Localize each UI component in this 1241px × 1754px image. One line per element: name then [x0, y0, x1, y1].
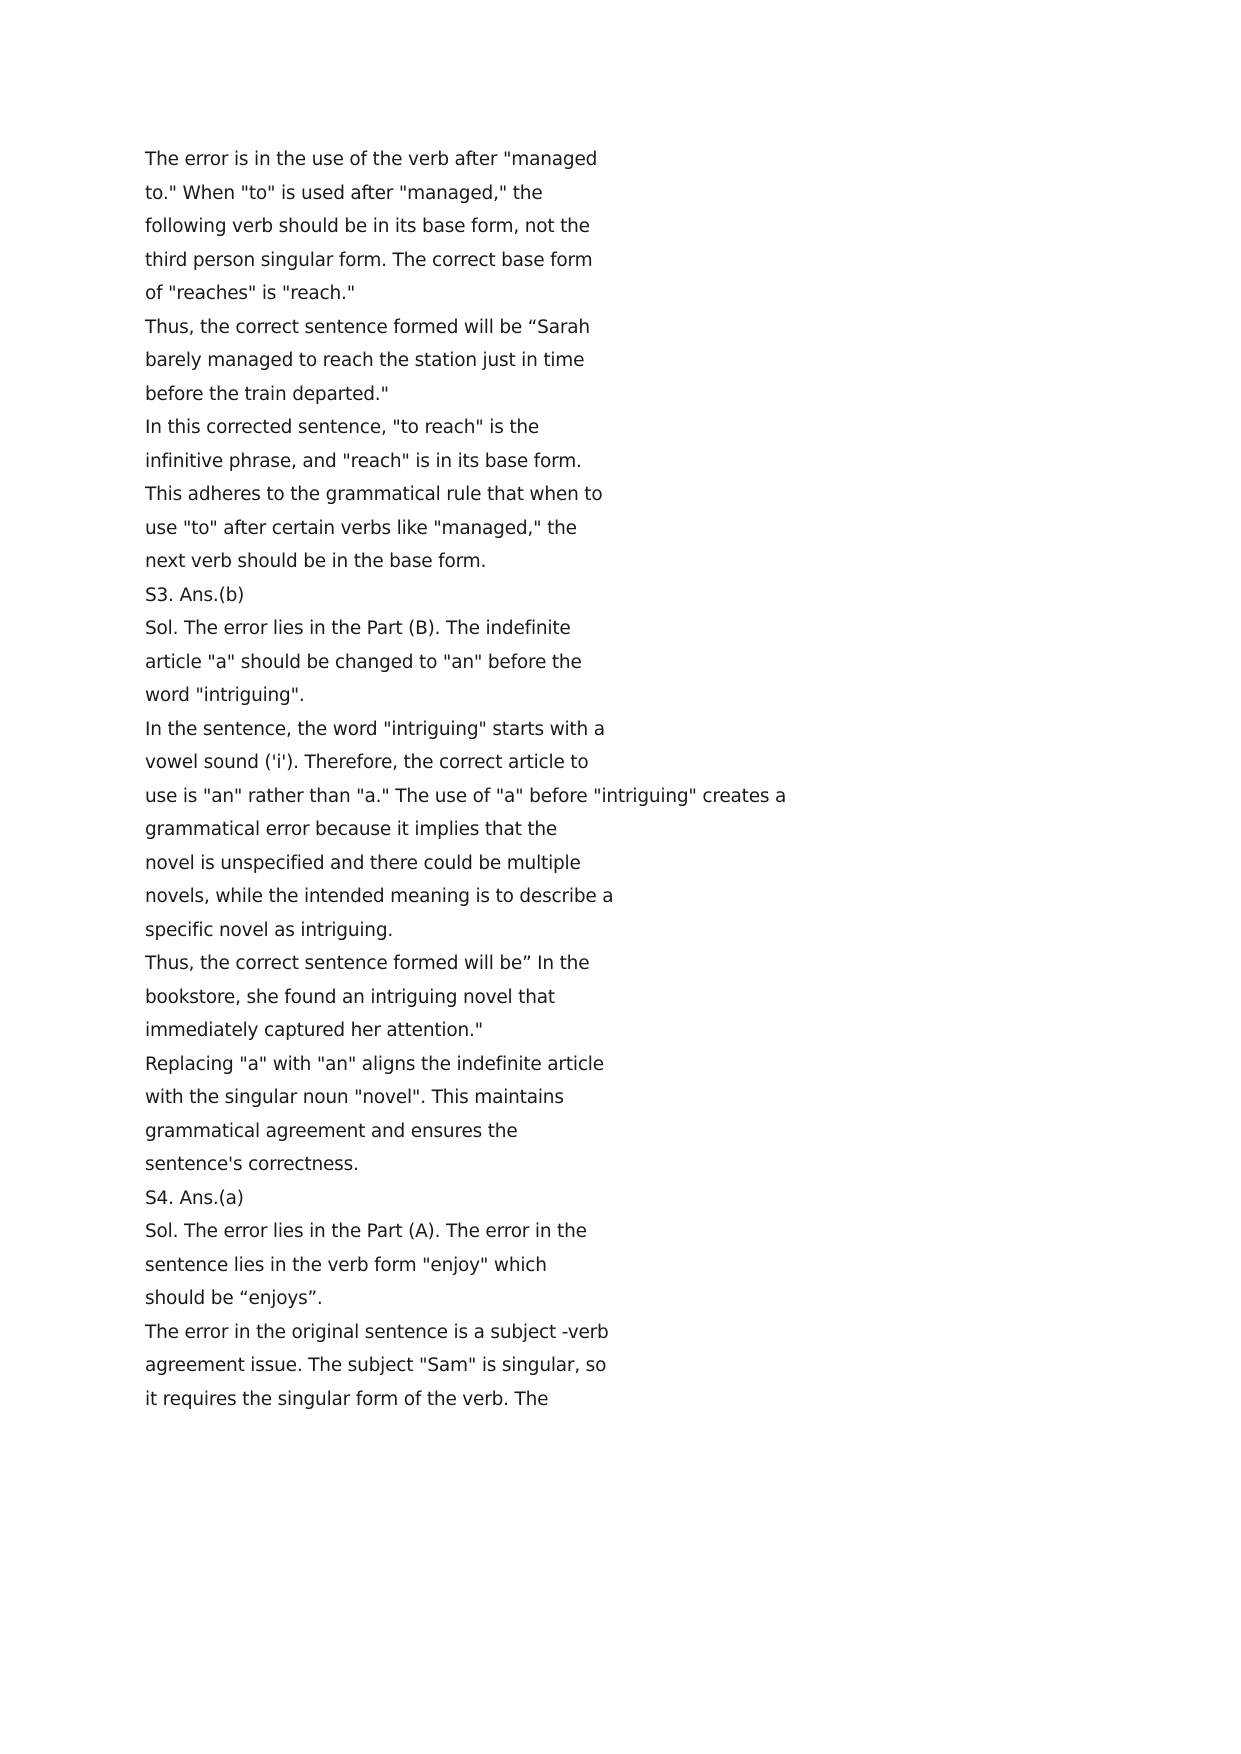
text-line: This adheres to the grammatical rule that when to — [145, 484, 603, 505]
text-line: use "to" after certain verbs like "managed," the — [145, 517, 577, 539]
text-line: it requires the singular form of the verb. The — [145, 1388, 549, 1410]
solution-text-body — [145, 143, 1045, 1416]
text-line: barely managed to reach the station just in time — [145, 350, 585, 371]
text-line: of "reaches" is "reach." — [145, 283, 356, 304]
text-line: specific novel as intriguing. — [145, 919, 394, 941]
text-line: before the train departed." — [145, 383, 389, 405]
text-line: next verb should be in the base form. — [145, 551, 487, 572]
text-line: Sol. The error lies in the Part (A). The error in the — [145, 1221, 587, 1242]
answer-heading-s4: S4. Ans.(a) — [145, 1187, 244, 1209]
text-line: novels, while the intended meaning is to describe a — [145, 886, 614, 907]
answer-heading-s3: S3. Ans.(b) — [145, 584, 245, 606]
text-line: use is "an" rather than "a." The use of "a" before "intriguing" creates a — [145, 785, 787, 807]
text-line: grammatical error because it implies that the — [145, 819, 558, 840]
text-line: Thus, the correct sentence formed will be “Sarah — [145, 316, 590, 338]
text-line: Replacing "a" with "an" aligns the indefinite article — [145, 1053, 604, 1075]
text-line: bookstore, she found an intriguing novel that — [145, 986, 555, 1008]
text-line: infinitive phrase, and "reach" is in its base form. — [145, 450, 582, 472]
text-line: agreement issue. The subject "Sam" is singular, so — [145, 1355, 607, 1376]
text-line: In the sentence, the word "intriguing" starts with a — [145, 718, 605, 740]
text-line: word "intriguing". — [145, 685, 305, 706]
text-line: with the singular noun "novel". This maintains — [145, 1087, 564, 1108]
text-line: Sol. The error lies in the Part (B). The indefinite — [145, 618, 571, 639]
text-line: novel is unspecified and there could be multiple — [145, 852, 581, 874]
text-line: In this corrected sentence, "to reach" is the — [145, 417, 540, 438]
text-line: sentence's correctness. — [145, 1154, 359, 1175]
text-line: third person singular form. The correct base form — [145, 249, 593, 271]
text-line: Thus, the correct sentence formed will be” In the — [145, 953, 590, 974]
text-line: vowel sound ('i'). Therefore, the correct article to — [145, 752, 589, 773]
text-line: The error is in the use of the verb after "managed — [145, 149, 598, 170]
text-line: article "a" should be changed to "an" before the — [145, 651, 582, 673]
text-line: should be “enjoys”. — [145, 1288, 323, 1309]
text-line: grammatical agreement and ensures the — [145, 1120, 518, 1142]
text-line: The error in the original sentence is a subject -verb — [145, 1321, 609, 1343]
text-line: sentence lies in the verb form "enjoy" which — [145, 1254, 547, 1276]
text-line: immediately captured her attention." — [145, 1020, 483, 1041]
text-line: following verb should be in its base form, not the — [145, 216, 590, 237]
text-line: to." When "to" is used after "managed," the — [145, 182, 543, 204]
